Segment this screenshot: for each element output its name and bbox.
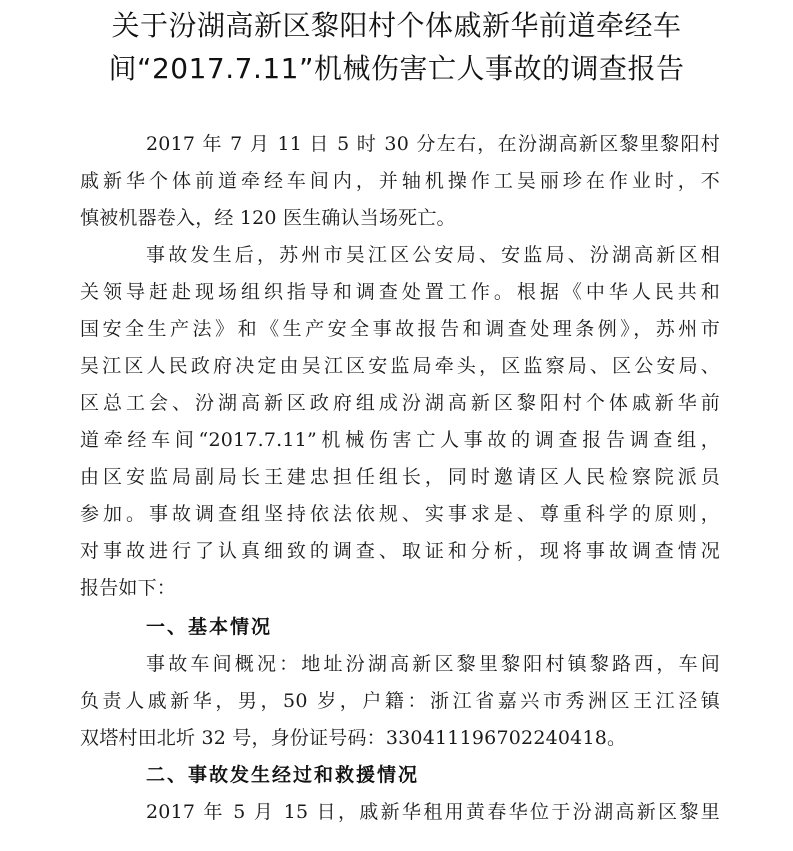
section-1-line-3: 双塔村田北圻 32 号，身份证号码：330411196702240418。	[80, 727, 627, 749]
section-2-line-1: 2017 年 5 月 15 日，戚新华租用黄春华位于汾湖高新区黎里	[146, 801, 720, 823]
paragraph-2-line-9: 对事故进行了认真细致的调查、取证和分析，现将事故调查情况	[80, 540, 720, 562]
paragraph-1-line-1: 2017 年 7 月 11 日 5 时 30 分左右，在汾湖高新区黎里黎阳村	[146, 133, 720, 155]
paragraph-2-line-4: 吴江区人民政府决定由吴江区安监局牵头，区监察局、区公安局、	[80, 355, 720, 377]
section-1-heading: 一、基本情况	[146, 616, 273, 638]
document-title-line-2: 间“2017.7.11”机械伤害亡人事故的调查报告	[108, 52, 685, 85]
section-1-line-2: 负责人戚新华，男，50 岁，户籍：浙江省嘉兴市秀洲区王江泾镇	[80, 690, 720, 712]
paragraph-1-line-2: 戚新华个体前道牵经车间内，并轴机操作工吴丽珍在作业时，不	[80, 170, 720, 192]
section-1-line-1: 事故车间概况：地址汾湖高新区黎里黎阳村镇黎路西，车间	[146, 653, 720, 675]
paragraph-2-line-5: 区总工会、汾湖高新区政府组成汾湖高新区黎阳村个体戚新华前	[80, 392, 720, 414]
paragraph-2-line-2: 关领导赶赴现场组织指导和调查处置工作。根据《中华人民共和	[80, 281, 720, 303]
paragraph-2-line-8: 参加。事故调查组坚持依法依规、实事求是、尊重科学的原则，	[80, 503, 720, 525]
document-title-line-1: 关于汾湖高新区黎阳村个体戚新华前道牵经车	[111, 9, 682, 42]
paragraph-1-line-3: 慎被机器卷入，经 120 医生确认当场死亡。	[80, 207, 456, 229]
paragraph-2-line-3: 国安全生产法》和《生产安全事故报告和调查处理条例》，苏州市	[80, 318, 720, 340]
paragraph-2-line-6: 道牵经车间“2017.7.11”机械伤害亡人事故的调查报告调查组，	[80, 429, 720, 451]
paragraph-2-line-10: 报告如下：	[80, 577, 177, 599]
paragraph-2-line-1: 事故发生后，苏州市吴江区公安局、安监局、汾湖高新区相	[146, 244, 720, 266]
section-2-heading: 二、事故发生经过和救援情况	[146, 764, 420, 786]
paragraph-2-line-7: 由区安监局副局长王建忠担任组长，同时邀请区人民检察院派员	[80, 466, 720, 488]
